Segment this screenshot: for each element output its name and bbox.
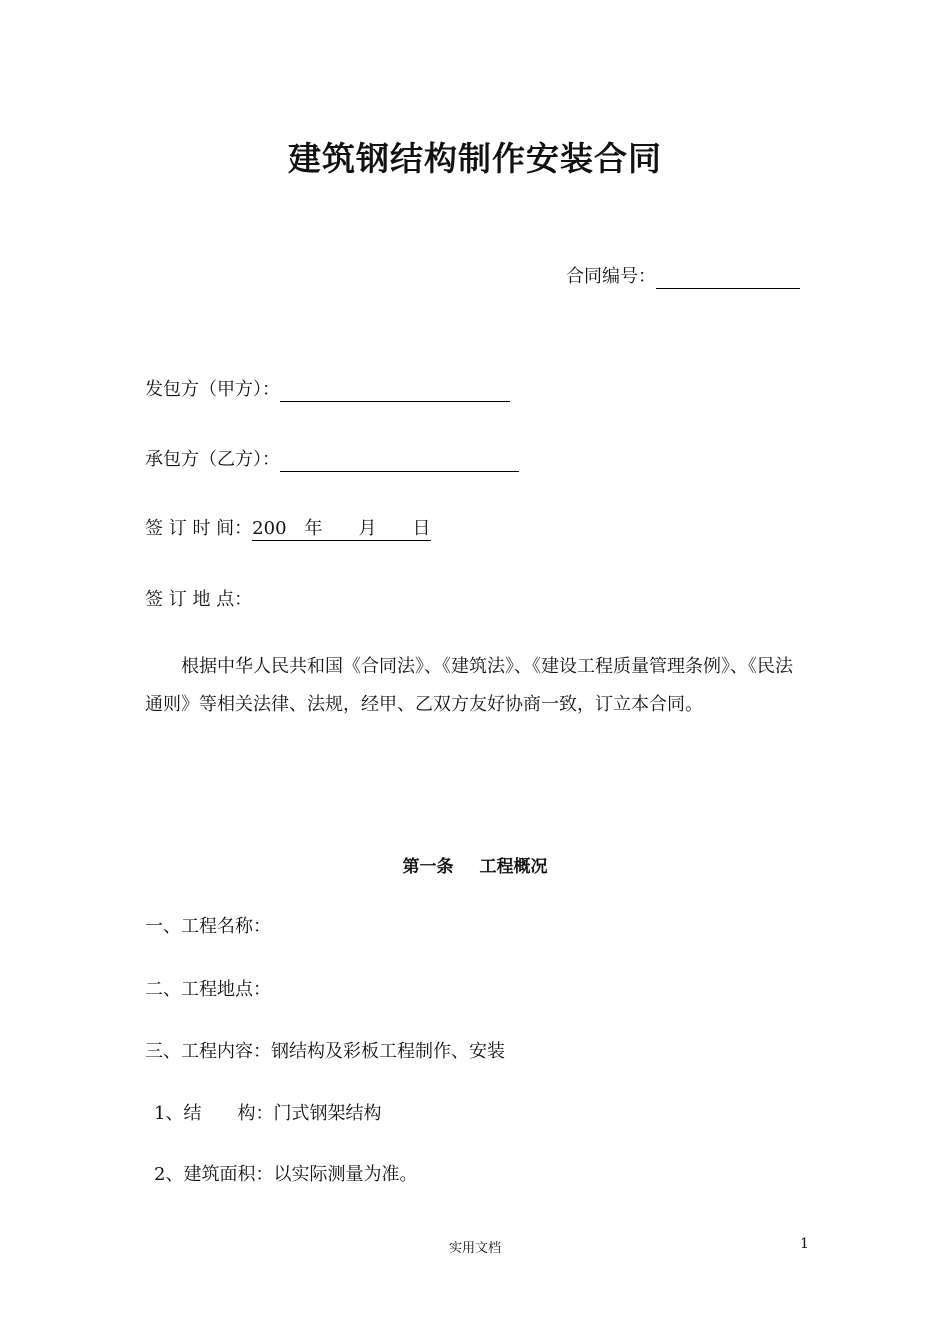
item-building-area: 2、建筑面积：以实际测量为准。 — [154, 1164, 418, 1185]
preamble-line-2: 通则》等相关法律、法规，经甲、乙双方友好协商一致，订立本合同。 — [145, 694, 703, 715]
page-number: 1 — [800, 1236, 809, 1252]
party-a-blank — [280, 381, 510, 402]
contract-number-blank — [656, 268, 800, 289]
sign-time-value: 200 年 月 日 — [252, 518, 431, 539]
article-1-title: 工程概况 — [479, 857, 548, 877]
article-1-heading — [0, 852, 950, 877]
preamble-paragraph — [145, 648, 825, 724]
party-a-label: 发包方（甲方）： — [145, 379, 280, 400]
item-project-name: 一、工程名称： — [145, 916, 271, 937]
contract-number-label: 合同编号： — [566, 266, 656, 287]
footer-text: 实用文档 — [448, 1241, 501, 1256]
article-1-number: 第一条 — [402, 857, 454, 877]
item-structure: 1、结 构：门式钢架结构 — [154, 1103, 382, 1124]
party-a-row — [145, 378, 510, 402]
party-b-label: 承包方（乙方）： — [145, 449, 280, 470]
sign-time-row — [145, 517, 431, 541]
party-b-row — [145, 448, 519, 472]
item-project-scope: 三、工程内容：钢结构及彩板工程制作、安装 — [145, 1041, 505, 1062]
item-project-location: 二、工程地点： — [145, 979, 271, 1000]
document-title: 建筑钢结构制作安装合同 — [288, 139, 662, 178]
contract-number-row — [566, 265, 800, 289]
party-b-blank — [280, 451, 519, 472]
preamble-line-1: 根据中华人民共和国《合同法》、《建筑法》、《建设工程质量管理条例》、《民法 — [181, 656, 793, 677]
sign-place-label: 签 订 地 点： — [145, 589, 253, 610]
sign-time-label: 签 订 时 间： — [145, 518, 253, 539]
